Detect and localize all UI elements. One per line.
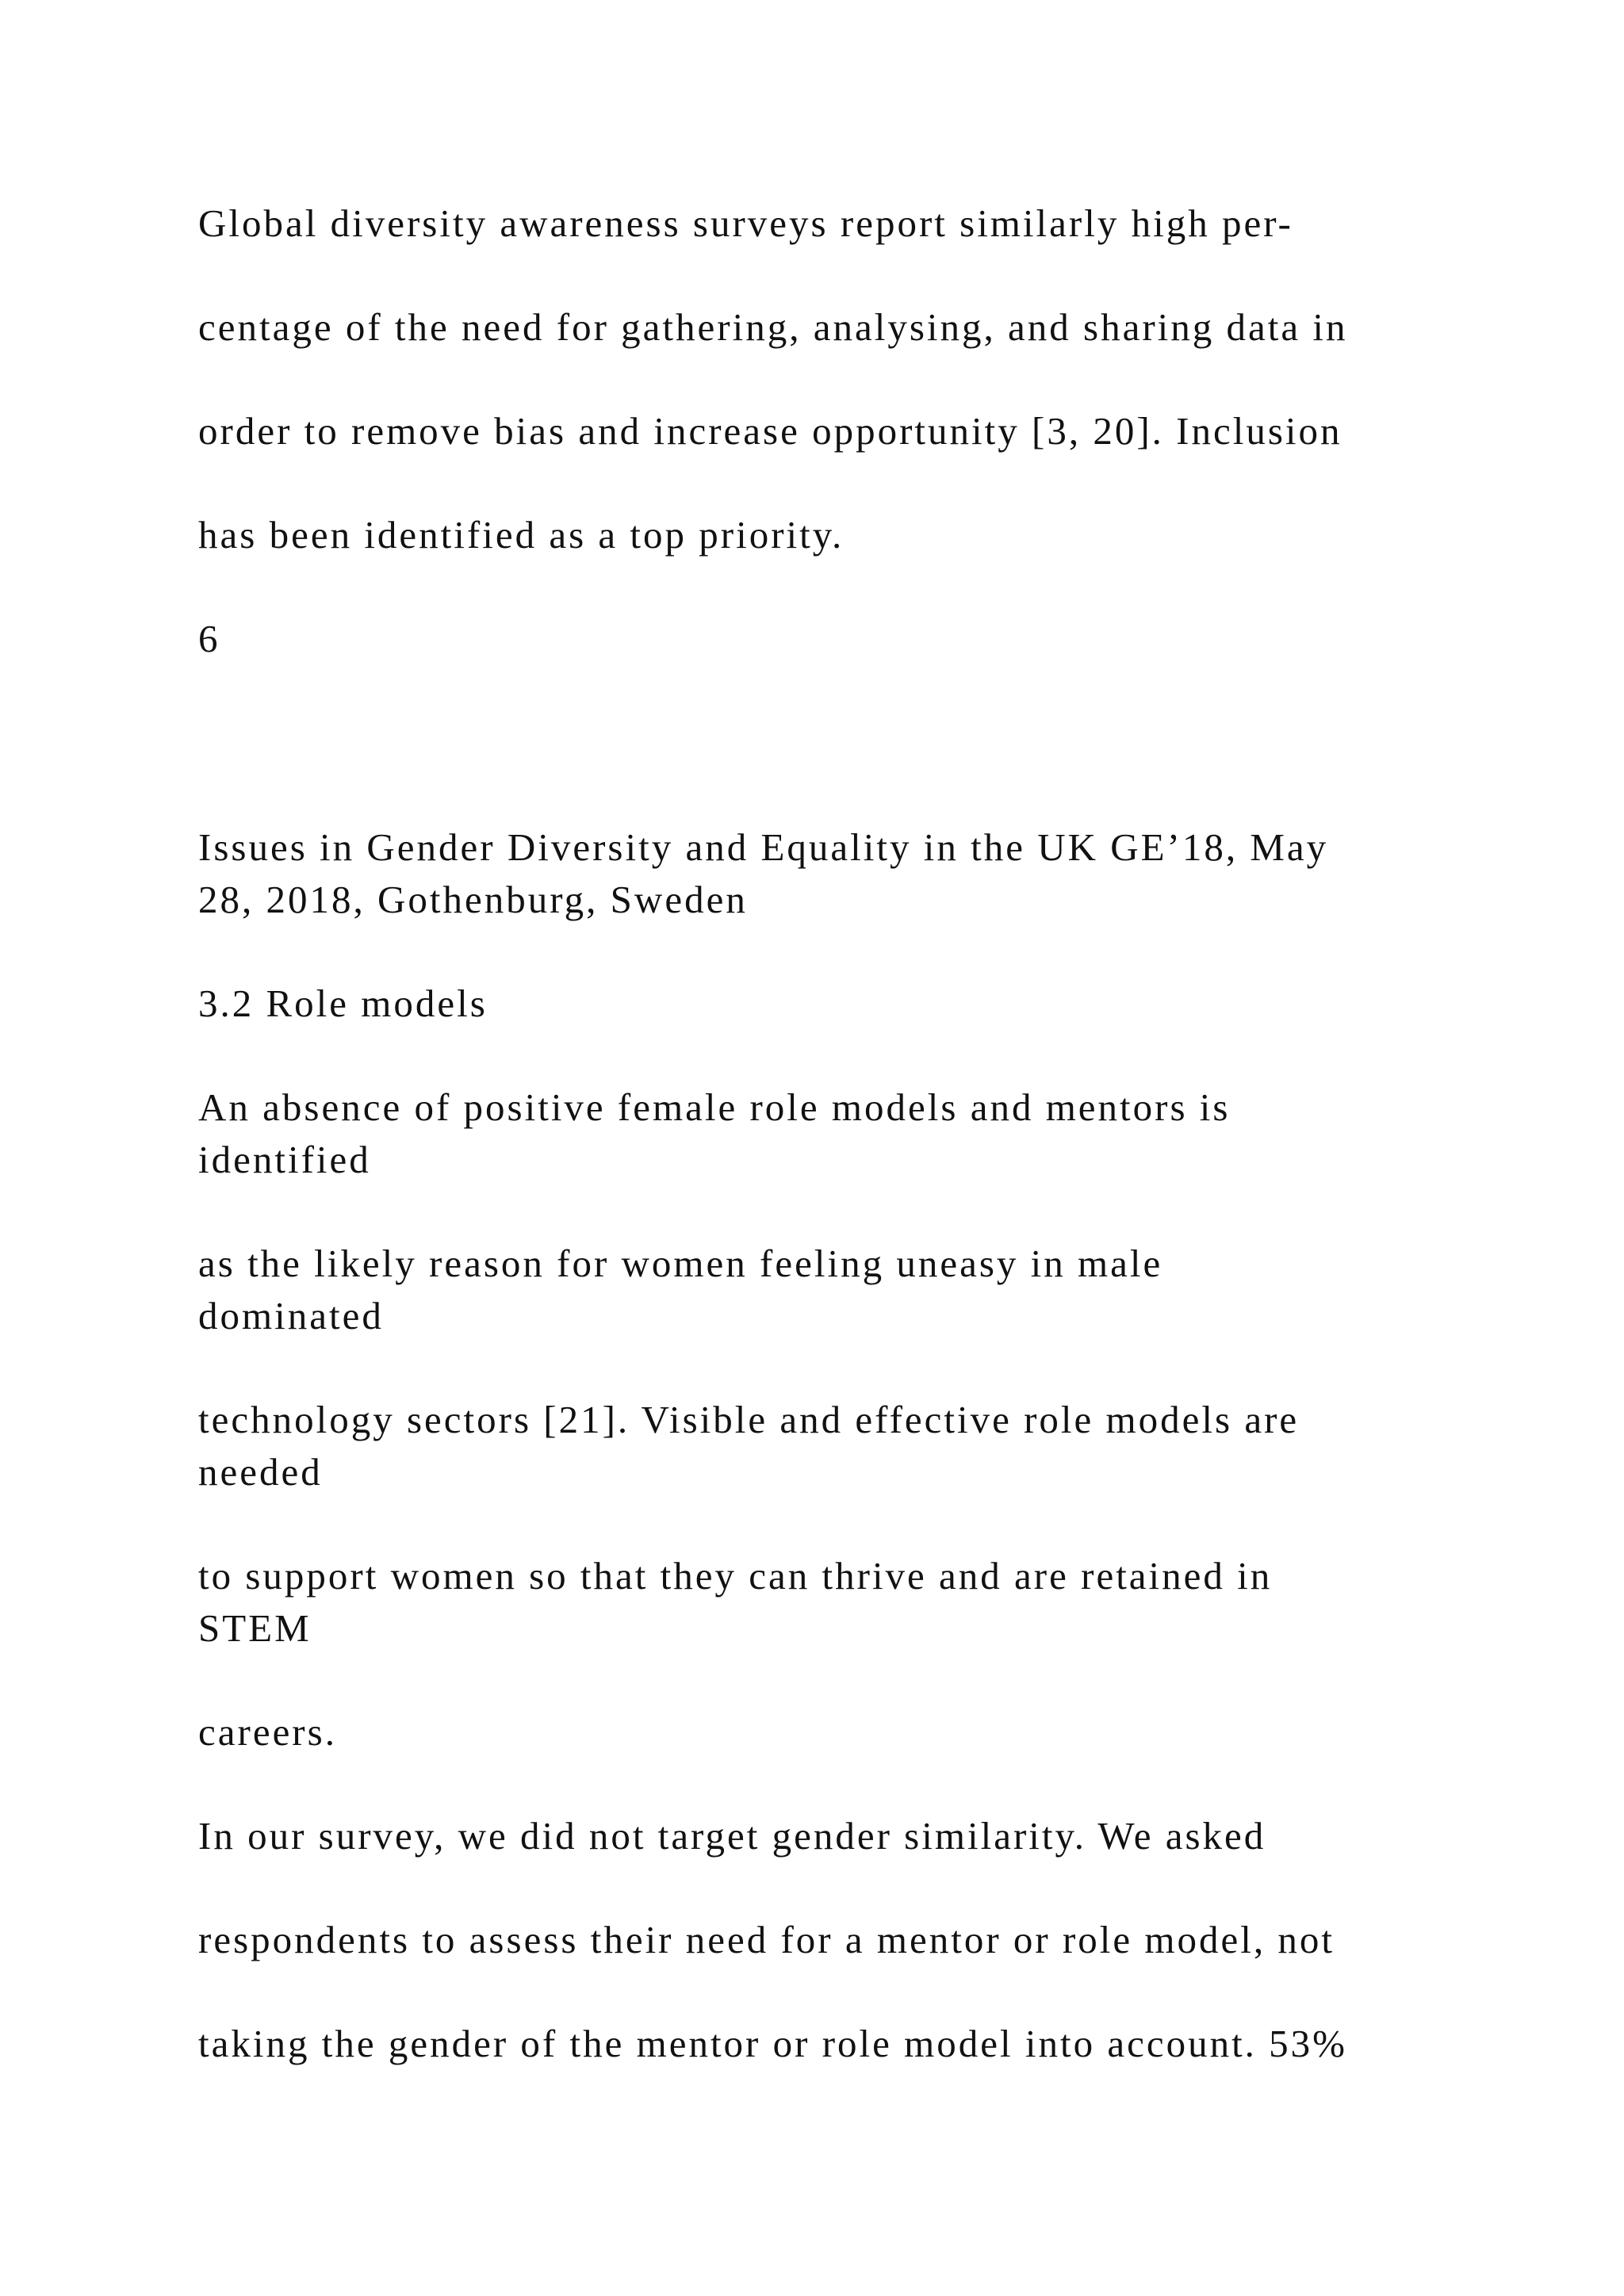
body-text-line: taking the gender of the mentor or role model into account. 53% <box>198 2022 1348 2065</box>
body-text-line: order to remove bias and increase opportunity [3, 20]. Inclusion <box>198 409 1342 453</box>
body-text-line: respondents to assess their need for a mentor or role model, not <box>198 1918 1335 1961</box>
section-text-wrap: needed <box>198 1450 323 1494</box>
section-text-line: technology sectors [21]. Visible and effective role models are <box>198 1398 1300 1441</box>
page-number: 6 <box>198 617 220 660</box>
body-text-line: has been identified as a top priority. <box>198 513 845 557</box>
section-text-line: careers. <box>198 1710 337 1754</box>
section-text-line: An absence of positive female role models and mentors is <box>198 1085 1231 1129</box>
section-text-wrap: identified <box>198 1138 371 1181</box>
section-heading: 3.2 Role models <box>198 982 488 1025</box>
section-text-line: to support women so that they can thrive and are retained in <box>198 1554 1273 1598</box>
running-header-line: Issues in Gender Diversity and Equality in the UK GE’18, May <box>198 825 1329 869</box>
section-text-line: as the likely reason for women feeling uneasy in male <box>198 1242 1163 1285</box>
section-text-wrap: STEM <box>198 1606 312 1650</box>
running-header-line: 28, 2018, Gothenburg, Sweden <box>198 878 748 921</box>
body-text-line: In our survey, we did not target gender similarity. We asked <box>198 1814 1266 1858</box>
section-text-wrap: dominated <box>198 1294 384 1337</box>
body-text-line: Global diversity awareness surveys report similarly high per- <box>198 201 1293 245</box>
body-text-line: centage of the need for gathering, analysing, and sharing data in <box>198 305 1348 349</box>
